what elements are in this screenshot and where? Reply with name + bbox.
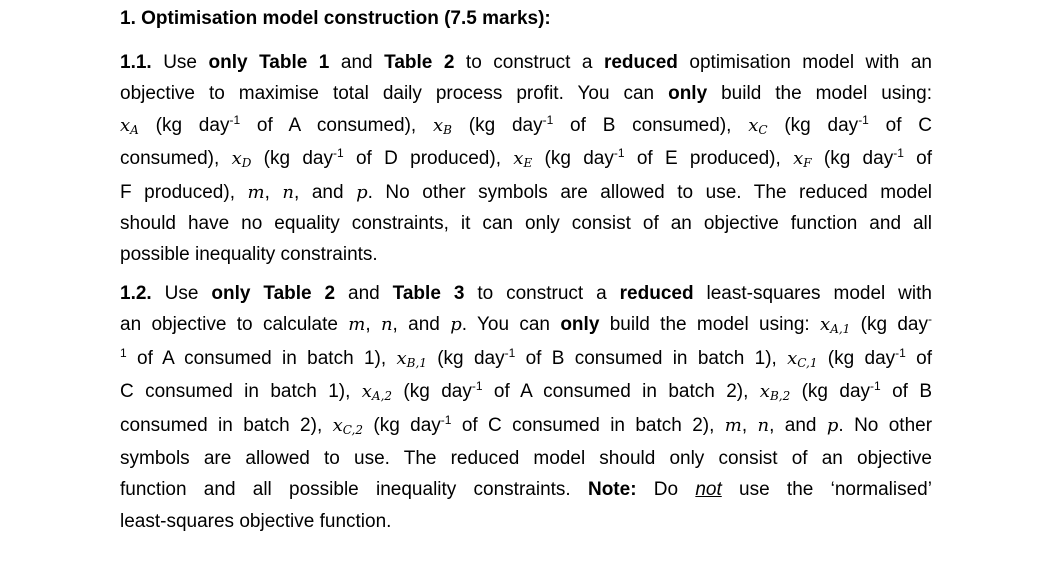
section-heading: 1. Optimisation model construction (7.5 marks):	[120, 8, 551, 29]
variable-xC1: $x_{C,1}$	[787, 347, 818, 370]
q11-line-1: 1.1. Use only Table 1 and Table 2 to construct a reduced optimisation model with an	[120, 52, 932, 73]
q12-line-7: function and all possible inequality constraints. Note: Do not use the ‘normalised’	[120, 479, 932, 501]
q12-line-2: an objective to calculate m, n, and p. You can only build the model using: $x_{A,1}$ (kg day-	[120, 312, 932, 337]
variable-xD: $x_D$	[231, 148, 252, 171]
question-1-2	[120, 278, 932, 537]
q11-line-4: consumed), $x_D$ (kg day$^{-1}$ of D produced), $x_E$ (kg day$^{-1}$ of E produced), $x_F$ (kg day$^{-1}$ of	[120, 146, 933, 171]
variable-n: n	[380, 314, 393, 336]
q11-line-6: should have no equality constraints, it can only consist of an objective function and all	[120, 213, 932, 235]
q12-line-5: consumed in batch 2), $x_{C,2}$ (kg day$^{-1}$ of C consumed in batch 2), m, n, and p. No other	[120, 412, 933, 437]
variable-xA: $x_A$	[120, 114, 139, 137]
variable-xA1: $x_{A,1}$	[820, 314, 851, 337]
variable-m: m	[348, 314, 366, 336]
q12-line-3: $^1$ of A consumed in batch 1), $x_{B,1}$ (kg day$^{-1}$ of B consumed in batch 1), $x_{C,1}$ (kg day$^{-1}$ of	[120, 345, 932, 370]
q11-line-5: F produced), m, n, and p. No other symbols are allowed to use. The reduced model	[120, 181, 932, 203]
variable-xA2: $x_{A,2}$	[361, 381, 393, 404]
variable-xF: $x_F$	[793, 148, 812, 171]
note-label: Note:	[587, 479, 637, 501]
variable-xB1: $x_{B,1}$	[396, 347, 427, 370]
q11-line-7: possible inequality constraints.	[120, 244, 378, 266]
q12-line-8: least-squares objective function.	[120, 510, 392, 532]
variable-p: p	[450, 314, 462, 336]
q12-line-6: symbols are allowed to use. The reduced model should only consist of an objective	[120, 448, 932, 470]
q12-line-4: C consumed in batch 1), $x_{A,2}$ (kg day$^{-1}$ of A consumed in batch 2), $x_{B,2}$ (kg day$^{-1}$ of B	[120, 379, 932, 404]
q12-line-1: 1.2. Use only Table 2 and Table 3 to construct a reduced least-squares model with	[120, 283, 932, 304]
variable-xB: $x_B$	[432, 114, 452, 137]
question-number: 1.1.	[120, 52, 152, 73]
q11-line-3: $x_A$ (kg day$^{-1}$ of A consumed), $x_B$ (kg day$^{-1}$ of B consumed), $x_C$ (kg day$^{-1}$ of C	[120, 112, 933, 137]
question-1-1	[120, 47, 932, 271]
variable-xE: $x_E$	[513, 148, 533, 171]
variable-n: n	[757, 414, 770, 436]
variable-m: m	[247, 181, 265, 203]
question-number: 1.2.	[120, 283, 152, 304]
variable-xC: $x_C$	[748, 114, 768, 137]
variable-p: p	[826, 414, 839, 436]
variable-xC2: $x_{C,2}$	[332, 414, 363, 437]
variable-n: n	[282, 181, 295, 203]
variable-m: m	[724, 414, 742, 436]
variable-p: p	[356, 181, 368, 203]
variable-xB2: $x_{B,2}$	[759, 381, 791, 404]
emphasis-not: not	[695, 479, 722, 501]
q11-line-2: objective to maximise total daily process profit. You can only build the model using:	[120, 83, 932, 105]
